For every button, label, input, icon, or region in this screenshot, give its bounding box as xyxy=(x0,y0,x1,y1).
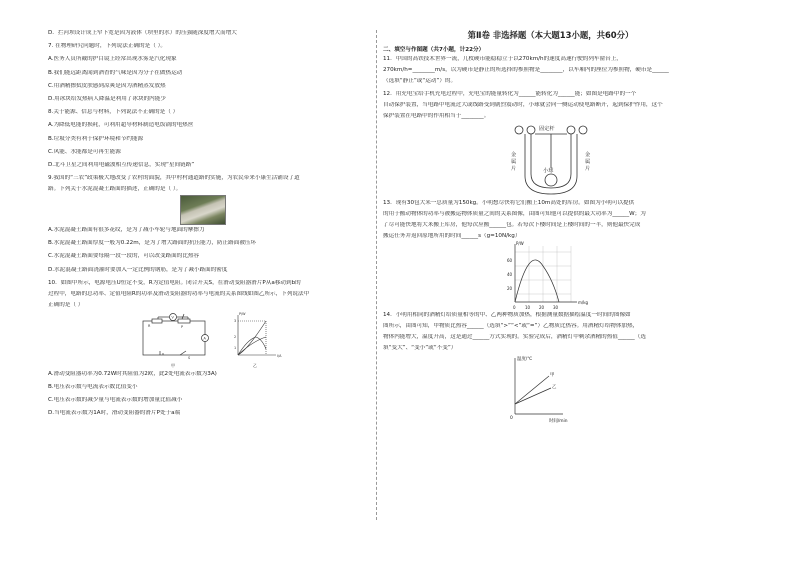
power-mass-graph xyxy=(383,240,718,312)
svg-text:片: 片 xyxy=(511,166,517,173)
q7-option-d: D.用冰块给发热病人降温是利用了冰块的内能少 xyxy=(48,95,166,102)
q8-option-b: B.垃圾分类有利于保护环境和节约能源 xyxy=(48,135,144,142)
q8-option-d: D.北斗卫星之间利用电磁波相互传递信息，实现“星间链路” xyxy=(48,161,195,168)
q12-line3: 保护装置在电路中的作用相当于________。 xyxy=(383,113,490,120)
line-jia xyxy=(515,376,549,404)
fig-jia-label: 甲 xyxy=(171,362,175,368)
power-curve xyxy=(515,260,559,302)
q14-line2: 图所示，由图可知，甲物质比热容______（选填“>”“<”或“=”）乙物质比热容。用酒精灯给物体加热， xyxy=(383,323,639,330)
graph13-xtick-30: 30 xyxy=(553,305,559,311)
q10-stem-line3: 正确的是（ ） xyxy=(48,301,84,308)
svg-text:A: A xyxy=(203,336,206,341)
svg-text:V: V xyxy=(171,315,174,320)
column-divider xyxy=(376,30,377,520)
graph13-ytick-40: 40 xyxy=(507,272,513,278)
graph14-ylabel: 温度/℃ xyxy=(517,357,533,363)
q9-stem-line1: 9.我国的“三农”政策极大地改变了农村的面貌，其中村村通道路的实施，为农民带来小康生活铺设了道 xyxy=(48,175,300,182)
q6-option-d: D．拦河坝设计成上窄下宽是因为液体（坝里的水）的压强随深度增大而增大 xyxy=(48,30,237,36)
q14-line3: 物体内能增大，温度升高，这是通过______方式实现的。实验完成后，酒精灯中剩余酒精的热值______（选 xyxy=(383,334,646,341)
temperature-time-graph xyxy=(383,352,718,428)
q11-line2: 270km/h=________m/s，以为硬币是静止的所选择的参照物是________，以车厢内的座位为参照物，硬币是______ xyxy=(383,67,669,73)
graph13-xtick-20: 20 xyxy=(539,305,545,311)
graph-tick-2: 2 xyxy=(234,334,237,339)
graph13-ytick-60: 60 xyxy=(507,258,513,264)
graph13-xtick-10: 10 xyxy=(525,305,531,311)
svg-text:S: S xyxy=(188,355,191,360)
q14-line1: 14．小明用相同的酒精灯给质量相等的甲、乙两种物质加热，根据测量数据描绘温度一时间的图像如 xyxy=(383,312,631,319)
graph-axis-ia: I/A xyxy=(277,353,282,358)
q9-option-d: D.水泥混凝土路面浇灌时要加入一定比例的钢筋，是为了减小路面的密度 xyxy=(48,266,228,273)
section-heading: 二、填空与作图题（共7小题，计22分） xyxy=(383,47,485,53)
q7-option-c: C.用酒精擦拭皮肤感到凉爽是因为酒精蒸发放热 xyxy=(48,82,166,89)
switch-icon xyxy=(180,351,186,355)
svg-text:R: R xyxy=(148,323,151,328)
graph13-xtick-0: 0 xyxy=(513,305,516,311)
q13-line3: 了尽可能快地将大米搬上库房，他每次应搬______包。若每次下楼时间是上楼时间的一半，则他最快完成 xyxy=(383,222,641,229)
protection-device-diagram xyxy=(383,120,718,200)
q10-option-c: C.电压表示数的减少量与电流表示数的增加量比值减小 xyxy=(48,397,183,404)
left-column xyxy=(48,30,370,417)
rheostat-icon xyxy=(178,319,190,323)
graph14-xlabel: 时间/min xyxy=(549,419,568,425)
q11-line3: （选填“静止”或“运动”）的。 xyxy=(383,78,457,84)
q10-stem-line2: 过程中，电路的总功率、定值电阻R的功率及滑动变阻器的功率与电流的关系图线如图乙所示，下列说法中 xyxy=(48,290,310,297)
q10-option-a: A.滑动变阻器功率为0.72W时其阻值为2欧，此2处电流表示数为3A) xyxy=(48,370,217,377)
graph13-ylabel: P/W xyxy=(516,241,524,247)
q10-option-d: D.当电流表示数为1A时，滑动变阻器的滑片P处于a端 xyxy=(48,410,181,417)
ball-icon xyxy=(545,174,557,186)
q11-line1: 11．中国的高铁技术世界一流，几枚硬币能稳稳立于以270km/h的速度高速行驶的列车窗台上， xyxy=(383,56,622,62)
q8-option-c: C.风能、水能都是可再生能源 xyxy=(48,148,121,155)
q9-option-a: A.水泥混凝土路面有很多花纹，是为了减小车轮与地面的摩擦力 xyxy=(48,227,205,234)
graph14-yi-label: 乙 xyxy=(552,385,557,391)
q8-option-a: A.为降低电能的损耗，可利用超导材料制造电饭锅的电热丝 xyxy=(48,122,194,129)
q7-stem: 7. 在物理研究问题时，下列说法正确的是（ ）。 xyxy=(48,43,166,50)
graph13-ytick-20: 20 xyxy=(507,286,513,292)
q10-figures xyxy=(48,309,370,371)
road-photo xyxy=(180,195,226,225)
fig-yi-label: 乙 xyxy=(253,362,257,368)
q7-option-b: B.我们能远距离闻到酒香的气味是因为分子在做热运动 xyxy=(48,69,183,76)
graph13-xlabel: m/kg xyxy=(578,300,589,306)
q8-stem: 8.关于能源、信息与材料，下列说法不正确的是（ ） xyxy=(48,109,179,116)
q9-stem-line2: 路。下列关于水泥混凝土路面的描述，正确的是（ ）。 xyxy=(48,186,182,193)
graph-tick-3: 3 xyxy=(234,318,237,323)
label-right-metal-1: 金 xyxy=(585,152,591,159)
q9-option-b: B.水泥混凝土路面厚度一般为0.22m，是为了增大路面的抗压能力，防止路面被压坏 xyxy=(48,240,257,247)
q13-line1: 13．现有30包大米一总质量为150kg。小明想尽快将它们搬上10m高处的库房。如图为小明可以提供 xyxy=(383,200,635,207)
graph-axis-pw: P/W xyxy=(239,311,246,316)
q12-line2: 自动保护装置，当电路中电流过大或线路受到剧烈震动时，小球就会向一侧运动使电路断开，起到保护作用，这个 xyxy=(383,102,663,109)
q13-line4: 搬运任务并返回原地所用的时间______s（g=10N/kg） xyxy=(383,233,521,240)
graph14-jia-label: 甲 xyxy=(550,373,555,379)
svg-text:属: 属 xyxy=(585,159,591,166)
q10-stem-line1: 10．如图甲所示，电源电压U恒定不变，R为定值电阻。闭合开关S，在滑动变阻器滑片P从a移动到b的 xyxy=(48,279,301,286)
q7-option-a: A.医务人员所戴的护目镜上经常出现水雾是汽化现象 xyxy=(48,56,177,63)
svg-text:片: 片 xyxy=(585,166,591,173)
graph14-origin: 0 xyxy=(510,416,513,422)
resistor-r-icon xyxy=(152,319,162,323)
circuit-diagram xyxy=(143,313,209,355)
power-graph xyxy=(238,315,276,355)
svg-text:P: P xyxy=(181,324,184,329)
right-column xyxy=(383,30,718,428)
q9-option-c: C.水泥混凝土路面要每隔一段一段的，可以改变路面的比热容 xyxy=(48,253,200,260)
label-fixed-rod: 固定杆 xyxy=(539,126,555,133)
part2-title: 第Ⅱ卷 非选择题（本大题13小题，共60分） xyxy=(467,30,634,40)
q10-option-b: B.电压表示数与电流表示数比值变小 xyxy=(48,384,138,390)
label-left-metal-1: 金 xyxy=(511,152,517,159)
svg-text:属: 属 xyxy=(511,159,517,166)
label-ball: 小球 xyxy=(543,168,554,175)
q14-line4: 填“变大”、“变小”或“不变”） xyxy=(383,345,457,352)
q13-line2: 的用于搬动物体的功率与被搬运物体质量之间的关系图像，由图可知他可以提供的最大功率为______W；为 xyxy=(383,211,646,218)
line-yi xyxy=(515,388,551,404)
q12-line1: 12．用充电宝给手机充电过程中，充电宝的能量转化为______能转化为______能；如图是电路中的一个 xyxy=(383,91,637,98)
graph-tick-1: 1 xyxy=(234,345,237,350)
